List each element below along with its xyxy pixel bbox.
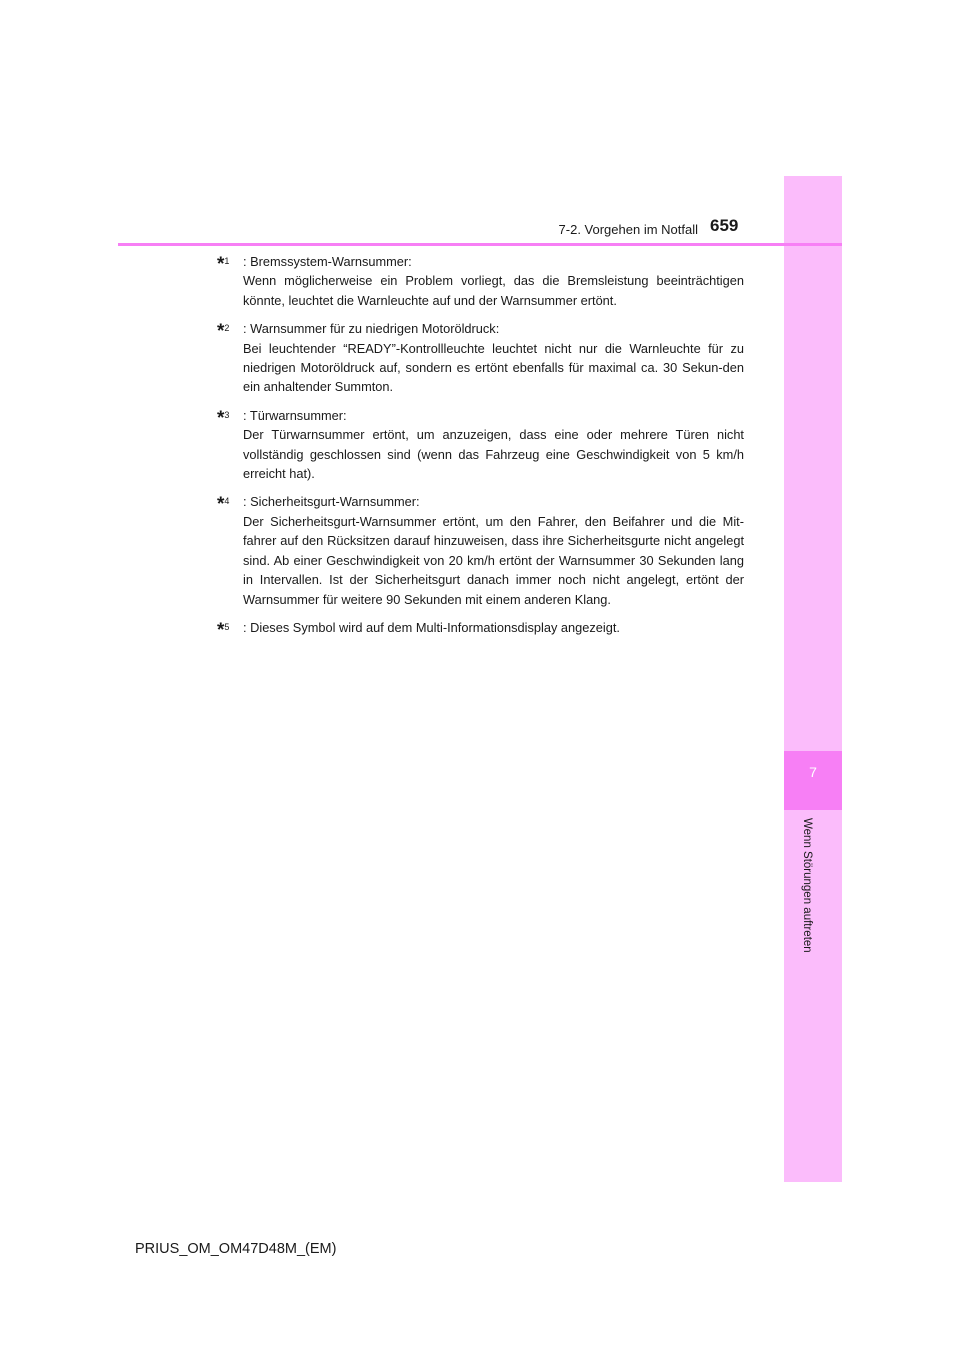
- footnote-marker: [217, 319, 230, 343]
- footnote-1: [217, 252, 744, 310]
- chapter-number: 7: [809, 764, 817, 780]
- footnote-text: Bei leuchtender “READY”-Kontrollleuchte leuchtet nicht nur die Warnleuchte für zu niedrigen Motoröldruck auf, sondern es ertönt ebenfalls für maximal ca. 30 Sekun-den ein anhaltender Summton.: [243, 340, 744, 395]
- footnote-title: : Bremssystem-Warnsummer:: [243, 254, 412, 269]
- footnote-marker: [217, 618, 229, 639]
- chapter-side-tab: [784, 176, 842, 1182]
- footnote-marker: [217, 252, 229, 273]
- footnote-index: 4: [224, 496, 230, 507]
- footnote-text: Wenn möglicherweise ein Problem vorliegt, das die Bremsleistung beeinträchtigen könnte, leuchtet die Warnleuchte auf und der Warnsummer ertönt.: [243, 273, 744, 308]
- asterisk-icon: *: [217, 407, 225, 429]
- footnote-title: : Türwarnsummer:: [243, 407, 347, 423]
- footnote-marker: [217, 406, 229, 427]
- footnote-4: [217, 492, 744, 608]
- footnote-marker: [217, 492, 230, 516]
- asterisk-icon: *: [217, 619, 225, 641]
- footnote-2: [217, 319, 744, 397]
- footnote-text: Der Türwarnsummer ertönt, um anzuzeigen, dass eine oder mehrere Türen nicht vollständig geschlossen sind (wenn das Fahrzeug eine Geschwindigkeit von 5 km/h erreicht hat).: [243, 427, 744, 482]
- footnote-title: : Warnsummer für zu niedrigen Motoröldruck:: [243, 321, 500, 337]
- chapter-number-box: [784, 751, 842, 810]
- footnote-3: [217, 406, 744, 484]
- footnote-text: Der Sicherheitsgurt-Warnsummer ertönt, um den Fahrer, den Beifahrer und die Mit-fahrer auf den Rücksitzen darauf hinzuweisen, dass ihre Sicherheitsgurte nicht angelegt sind. Ab einer Geschwindigkeit von 20 km/h ertönt der Warnsummer 30 Sekunden lang in Intervallen. Ist der Sicherheitsgurt danach immer noch nicht angelegt, ertönt der Warnsummer für weitere 90 Sekunden mit einem anderen Klang.: [243, 513, 744, 607]
- footnote-index: 3: [224, 409, 230, 420]
- asterisk-icon: *: [217, 321, 225, 343]
- footnote-title: : Sicherheitsgurt-Warnsummer:: [243, 494, 420, 510]
- footnote-5: [217, 618, 744, 641]
- page-number: 659: [710, 216, 739, 235]
- footnote-index: 5: [224, 621, 230, 632]
- asterisk-icon: *: [217, 254, 225, 275]
- footnote-title: : Dieses Symbol wird auf dem Multi-Informationsdisplay angezeigt.: [243, 619, 620, 635]
- footnote-index: 2: [224, 323, 230, 334]
- footnote-index: 1: [224, 256, 230, 266]
- header-divider: [118, 243, 842, 246]
- chapter-title: Wenn Störungen auftreten: [801, 818, 813, 953]
- asterisk-icon: *: [217, 494, 225, 516]
- document-id: PRIUS_OM_OM47D48M_(EM): [135, 1241, 337, 1257]
- section-heading: 7-2. Vorgehen im Notfall: [558, 222, 698, 237]
- footnote-list: [217, 252, 744, 646]
